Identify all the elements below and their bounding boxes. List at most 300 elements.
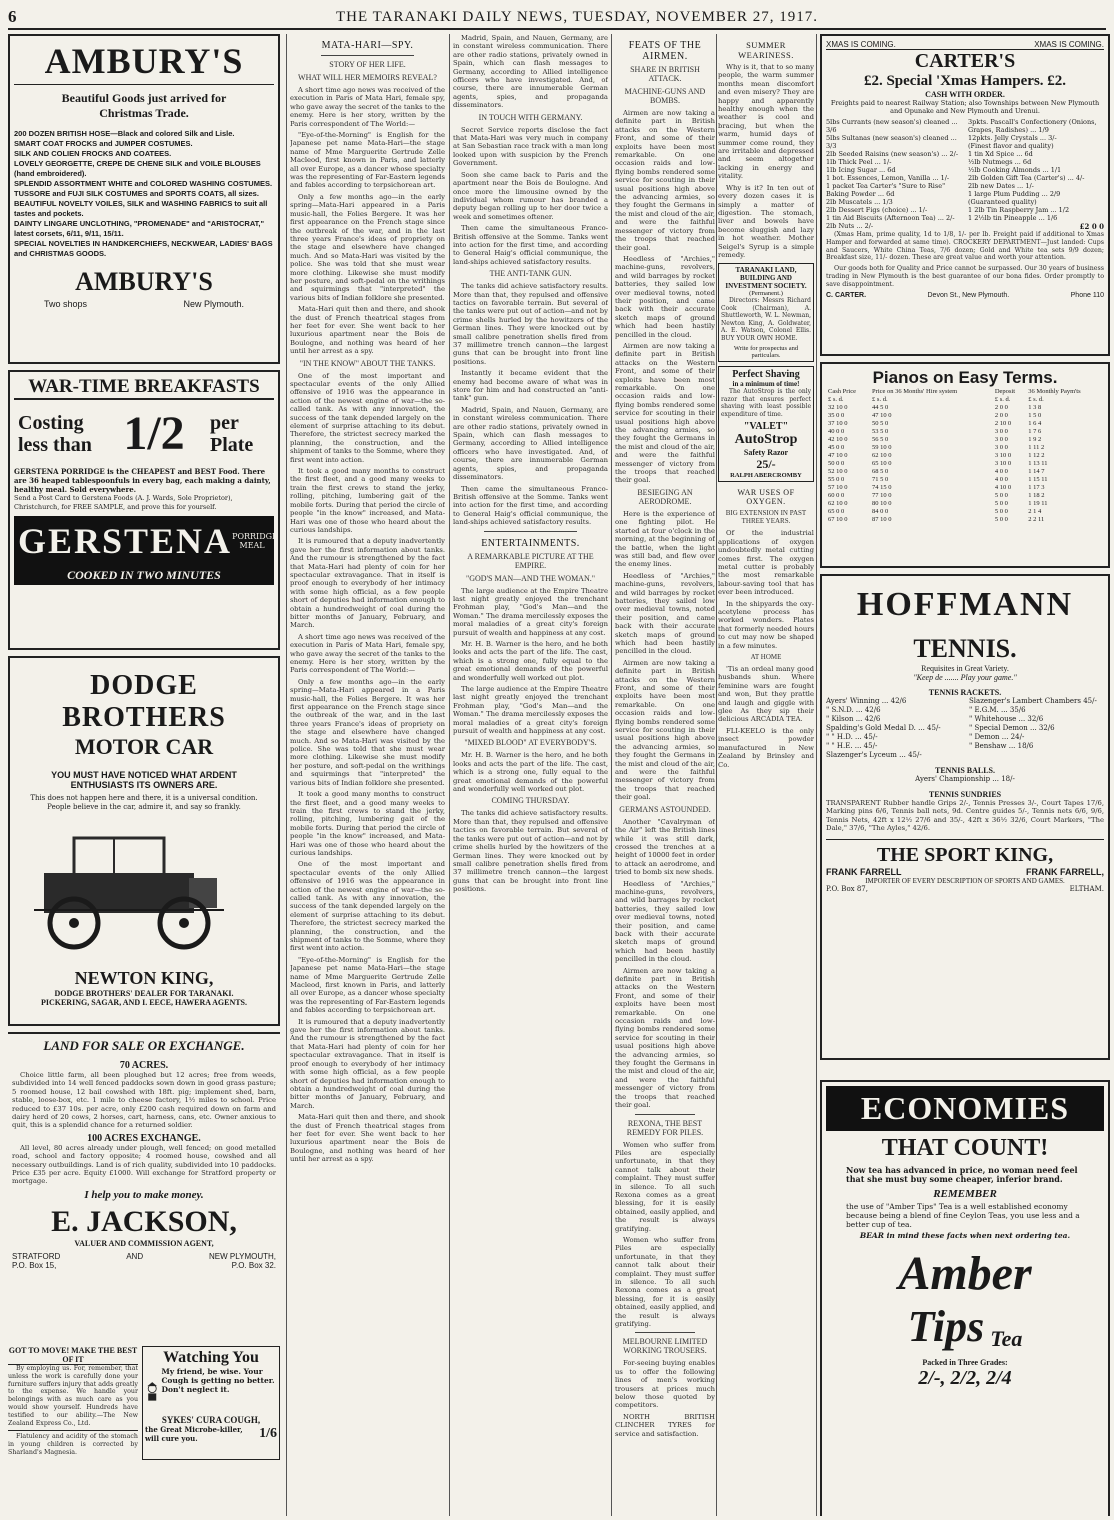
carter-item: 12pkts. Jelly Crystals ... 3/-: [968, 134, 1057, 142]
table-cell: 1 13 11: [1028, 460, 1048, 467]
razor-body: The AutoStrop is the only razor that ensures perfect shaving with least possible expenditure of time.: [721, 388, 811, 418]
sportking-names: [826, 867, 1104, 877]
gerstena-banner: [14, 516, 278, 566]
story-paragraph: Heedless of "Archies," machine-guns, revolvers, and wild barrages by rocket batteries, they sailed low over medieval towns, noted their position, and came back with their accurate sketch maps of ground which had been hastily pencilled in the cloud.: [615, 254, 715, 339]
story-paragraph: 'Tis an ordeal many good husbands shun. Where feminine wars are fought and won, But they prattle and laugh and giggle with glee As they sip their delicious ARCADIA TEA.: [718, 665, 814, 724]
bank-ad: [718, 263, 814, 362]
carter-item: 1 tin Xd Spice ... 6d: [968, 150, 1033, 158]
fraction-denominator: 2: [160, 407, 185, 460]
tennis-rackets: [826, 697, 1104, 760]
table-cell: 1 6 4: [1028, 420, 1042, 427]
razor-agent: RALPH ABERCROMBY: [730, 472, 802, 480]
tennis-balls-heading: TENNIS BALLS.: [934, 766, 996, 775]
tennis-racket: Ayers' Winning ... 42/6: [826, 697, 907, 705]
table-cell: 1 18 2: [1028, 492, 1045, 499]
table-cell: 47 10 0: [828, 452, 848, 459]
table-cell: 62 10 0: [828, 500, 848, 507]
jackson-body-2: All level, 80 acres already under plough, well fenced; on good metalled road, school and factory opposite; 4 roomed house, cowshed and all necessary outbuildings. Land is of rich quality, subdivided into 10 paddocks. Price £35 per acre. Equity £1000. Will exchange for Stratford property or mortgage.: [12, 1143, 276, 1186]
table-cell: 56 5 0: [872, 436, 889, 443]
tennis-racket: " S.N.D. ... 42/6: [826, 706, 881, 714]
carter-item: 5lbs Currants (new season's) cleaned ... 3/6: [826, 118, 958, 134]
table-cell: £ s. d.: [1028, 396, 1044, 403]
amber-body: Now tea has advanced in price, no woman need feel that she must buy some cheaper, inferior brand.: [846, 1165, 1078, 1184]
story-paragraph: One of the most important and spectacular events of the only Allied offensive of 1916 was the appearance in action of the newest engine of war—the so-called tank. As with any innovation, the success of the tank depended largely on the element of surprise attaching to its debut. Therefore, the strictest secrecy marked the planning, the construction, and the shipment of tanks to the Somme, where they first went into action.: [290, 860, 445, 953]
gerstena-body: GERSTENA PORRIDGE is the CHEAPEST and BEST Food. There are 36 heaped tablespoonfuls in every bag, each making a dainty, healthy meal. Sold everywhere.: [14, 467, 271, 494]
table-cell: 3 0 0: [994, 436, 1008, 443]
story-paragraph: NORTH BRITISH CLINCHER TYRES for service and satisfaction.: [615, 1412, 715, 1438]
carter-item: (Guaranteed quality): [968, 198, 1037, 206]
table-cell: £ s. d.: [828, 396, 844, 403]
carter-sub: CASH WITH ORDER.: [925, 90, 1005, 99]
table-cell: 45 0 0: [828, 444, 845, 451]
tennis-racket: Spalding's Gold Medal D. ... 45/-: [826, 724, 941, 732]
table-cell: 3 0 0: [994, 444, 1008, 451]
table-cell: 3 10 0: [994, 452, 1012, 459]
amber-prices: 2/-, 2/2, 2/4: [918, 1367, 1012, 1389]
amber-headline-1: ECONOMIES: [826, 1086, 1104, 1131]
amburys-item: SILK AND COLIEN FROCKS AND COATEES.: [14, 149, 172, 158]
story-paragraph: FLI-KEELO is the only insect powder manufactured in New Zealand by Brinsley and Co.: [718, 726, 814, 769]
story-subtitle: COMING THURSDAY.: [491, 796, 570, 806]
separator: [321, 55, 414, 56]
table-cell: 1 5 0: [1028, 412, 1042, 419]
tennis-racket: " E.G.M. ... 35/6: [969, 706, 1026, 714]
carter-signoff-row: [826, 292, 1104, 299]
motor-car-illustration: [14, 818, 244, 958]
dodge-agents: PICKERING, SAGAR, AND I. EECE, HAWERA AGENTS.: [40, 998, 248, 1007]
table-cell: 2 1 4: [1028, 508, 1042, 515]
story-paragraph: The tanks did achieve satisfactory results. More than that, they repulsed and offensive tactics on favorable terrain. But several of the tanks were put out of action—and not by crime shells hurled by the howitzers of the German lines. They were knocked out by small calibre penetration shells fired from 37 millimetre trench cannon—the largest guns that can be brought into front line positions.: [453, 809, 608, 894]
moving-ad: [8, 1346, 138, 1460]
dodge-brand: DODGE BROTHERS: [62, 670, 226, 733]
carter-item: 2lb Nuts ... 2/-: [826, 222, 874, 230]
carter-item: 3pkts. Pascall's Confectionery (Onions, Grapes, Radishes) ... 1/9: [968, 118, 1097, 134]
table-cell: 1 9 2: [1028, 436, 1042, 443]
story-paragraph: Of the industrial applications of oxygen undoubtedly metal cutting comes first. The oxygen metal cutter is probably the most remarkable labour-saving tool that has ever been introduced.: [718, 529, 814, 597]
hoffmann-tennis-ad: [820, 574, 1110, 1060]
table-row: [826, 444, 1104, 452]
moving-headline: GOT TO MOVE! MAKE THE BEST OF IT: [8, 1346, 138, 1364]
newspaper-title: THE TARANAKI DAILY NEWS, TUESDAY, NOVEMBER 27, 1917.: [336, 8, 818, 25]
carter-item: 1lb Thick Peel ... 1/-: [826, 158, 892, 166]
carter-phone: Phone 110: [1070, 291, 1104, 299]
story-paragraph: It took a good many months to construct the first fleet, and a good many weeks to train the first crews to stand the jerky, rolling, pitching, lumbering gait of the mobile forts. During that period the circle of people "in the know" increased, and Mata-Hari was one of those who heard about the curious landships.: [290, 467, 445, 534]
carter-notes: (Xmas Ham, prime quality, 1d to 1/8, 1/- per lb. Freight paid if additional to Xmas Hamper and forwarded at same time). CROCKERY DEPARTMENT—Just landed: Cups and Saucers, White China Teas, 7/6 dozen; Gold and White tea sets 9/9 dozen; Breakfast size, 11/- dozen. These are great value and worth your attention.: [826, 231, 1104, 262]
jackson-help: I help you to make money.: [84, 1188, 204, 1201]
table-cell: 67 10 0: [828, 516, 848, 523]
page-number: 6: [8, 7, 17, 26]
story-subtitle: MELBOURNE LIMITED WORKING TROUSERS.: [622, 1337, 708, 1356]
story-paragraph: Madrid, Spain, and Nauen, Germany, are in constant wireless communication. There are other radio stations, privately owned in Spain, which can flash messages to Germany, according to Allied intelligence officers who have investigated. And, of course, there are innumerable German agents, spies, and propaganda disseminators.: [453, 405, 608, 482]
gerstena-side: PORRIDGE MEAL: [232, 532, 278, 550]
dodge-claim: YOU MUST HAVE NOTICED WHAT ARDENT ENTHUSIASTS ITS OWNERS ARE.: [51, 770, 237, 790]
table-cell: 44 5 0: [872, 404, 889, 411]
policeman-icon: [145, 1367, 159, 1415]
column-ads-left: [8, 34, 280, 1516]
tennis-racket: " Kilson ... 42/6: [826, 715, 881, 723]
jackson-acres-1: 70 ACRES.: [119, 1060, 169, 1071]
amber-tips-ad: [820, 1080, 1110, 1516]
table-cell: 1 11 2: [1028, 444, 1045, 451]
amburys-brand: AMBURY'S: [14, 40, 274, 85]
table-header: Price on 36 Months' Hire system: [872, 388, 958, 395]
table-row: [826, 420, 1104, 428]
amber-packed: Packed in Three Grades:: [922, 1358, 1008, 1367]
pianos-ad: [820, 362, 1110, 568]
table-cell: 40 0 0: [828, 428, 845, 435]
story-paragraph: A short time ago news was received of the execution in Paris of Mata Hari, female spy, who gave away the secret of the tanks to the enemy. Here is her story, written by the Paris correspondent of The World:—: [290, 632, 445, 675]
carter-item: 2lb Dessert Figs (choice) ... 1/-: [826, 206, 928, 214]
amber-brand-2: Tips: [907, 1302, 985, 1351]
jackson-headline: LAND FOR SALE OR EXCHANGE.: [43, 1038, 245, 1053]
jackson-name: E. JACKSON,: [51, 1204, 237, 1238]
amburys-item: LOVELY GEORGETTE, CREPE DE CHENE SILK and VOILE BLOUSES (hand embroidered).: [14, 159, 261, 178]
carter-xmas-right: XMAS IS COMING.: [1034, 40, 1104, 49]
story-paragraph: Mr. H. B. Warner is the hero, and he both looks and acts the part of the life. The cast, which is a strong one, fully equal to the great emotional demands of the powerful and wonderfully well worked out plot.: [453, 751, 608, 794]
story-paragraph: Heedless of "Archies," machine-guns, revolvers, and wild barrages by rocket batteries, they sailed low over medieval towns, noted their position, and came back with their accurate sketch maps of ground which had been hastily pencilled in the cloud.: [615, 879, 715, 964]
table-cell: 5 0 0: [994, 508, 1008, 515]
table-cell: 2 0 0: [994, 404, 1008, 411]
sykes-brand: SYKES' CURA COUGH,: [161, 1415, 261, 1425]
gerstena-costing: Costing less than: [18, 411, 92, 456]
column-rule: [449, 34, 450, 1516]
table-cell: 42 10 0: [828, 436, 848, 443]
amber-body-2: the use of "Amber Tips" Tea is a well established economy because being a blend of fine Ceylon Teas, you use less and a better cup of tea.: [846, 1202, 1080, 1229]
story-paragraph: Here is the experience of one fighting pilot. He started at four o'clock in the morning, at the beginning of the battle, when the light was still bad, and flew over the enemy lines.: [615, 509, 715, 569]
story-subtitle: "GOD'S MAN—AND THE WOMAN.": [465, 573, 595, 583]
story-subtitle: BIG EXTENSION IN PAST THREE YEARS.: [725, 509, 807, 526]
story-title: FEATS OF THE AIRMEN.: [628, 40, 702, 62]
carter-signoff: C. CARTER.: [826, 291, 867, 299]
table-cell: 3 10 0: [994, 460, 1012, 467]
tennis-sundries-heading: TENNIS SUNDRIES: [928, 790, 1002, 799]
table-cell: 87 10 0: [872, 516, 892, 523]
carter-ad: [820, 34, 1110, 356]
table-cell: 5 0 0: [994, 516, 1008, 523]
story-paragraph: Then came the simultaneous Franco-British offensive at the Somme. Tanks went into action for the first time, and according to General Haig's official communique, the land-ships achieved satisfactory results.: [453, 224, 608, 266]
amburys-tagline: Beautiful Goods just arrived for Christmas Trade.: [61, 91, 227, 120]
tennis-balls: Ayers' Championship ... 18/-: [915, 775, 1015, 783]
table-header: 36 Monthly Paym'ts: [1028, 388, 1081, 395]
jackson-role: VALUER AND COMMISSION AGENT,: [74, 1238, 214, 1248]
jackson-body-1: Choice little farm, all been ploughed but 12 acres; free from weeds, subdivided into 14 well fenced paddocks sown down in good grass pasture; 5 roomed house, 12 bail cowshed with 18ft. pig; implement shed, barn, stable, loose-box, etc. 1 mile to cheese factory, 1½ miles to school. Price reduced to £37 10s. per acre, only £200 cash required down on farm and dairy herd of 20 cows, 2 horses, cart, harness, cans, etc. Owner anxious to quit, this is a splendid chance for a returned soldier.: [12, 1071, 276, 1130]
tennis-rackets-left: [826, 697, 961, 760]
hoffmann-brand: HOFFMANN: [856, 586, 1074, 623]
story-title: SUMMER WEARINESS.: [738, 40, 794, 60]
moving-body: By employing us. For, remember, that unless the work is carefully done your furniture suffers injury that adds greatly to the expense. We handle your belongings with as much care as you would show yourself. Hundreds have testified to our ability.—The New Zealand Express Co., Ltd.: [8, 1365, 138, 1427]
story-paragraph: For-seeing buying enables us to offer the following lines of men's working trousers at prices much below those quoted by competitors.: [615, 1359, 715, 1410]
tennis-racket: " Demon ... 24/-: [969, 733, 1025, 741]
dodge-dealer-sub: DODGE BROTHERS' DEALER FOR TARANAKI.: [54, 989, 234, 998]
amber-brand-3: Tea: [990, 1326, 1023, 1351]
carter-item: 1 bot. Essences, Lemon, Vanilla ... 1/-: [826, 174, 950, 182]
story-subtitle: SHARE IN BRITISH ATTACK.: [630, 65, 700, 83]
story-subtitle: STORY OF HER LIFE.: [329, 60, 406, 69]
tennis-sundries: TRANSPARENT Rubber handle Grips 2/-, Tennis Presses 3/-, Court Tapes 17/6, Marking pins 6/6, Tennis ball nets, 9d. Centre guides 5/-, Tennis nets 6/6, 9/6, Tennis Nets, 42ft x 12½ 27/6 and 35/-, 42ft x 36½ 32/6, Court Markers, "The Dale," 37/6, "The Ayles," 42/6.: [826, 799, 1104, 833]
story-paragraph: Mr. H. B. Warner is the hero, and he both looks and acts the part of the life. The cast, which is a strong one, fully equal to the great emotional demands of the powerful and wonderfully well worked out plot.: [453, 639, 608, 682]
jackson-right-town: NEW PLYMOUTH,: [209, 1251, 276, 1261]
table-cell: 4 0 0: [994, 476, 1008, 483]
carter-item: 1 packet Tea Carter's "Sure to Rise" Baking Powder ... 6d: [826, 182, 946, 198]
story-subtitle: IN TOUCH WITH GERMANY.: [478, 112, 583, 122]
column-ads-right: [820, 34, 1110, 1516]
separator: [635, 1332, 695, 1333]
tennis-headline: TENNIS.: [913, 634, 1017, 663]
table-cell: 1 15 11: [1028, 476, 1048, 483]
table-cell: 1 3 8: [1028, 404, 1042, 411]
story-paragraph: Soon she came back to Paris and the apartment near the Bois de Boulogne. And once more the limousine owned by the individual whom rumour has branded a deputy began rolling up to her door twice a week and sometimes oftener.: [453, 170, 608, 221]
table-row: [826, 476, 1104, 484]
jackson-and: AND: [126, 1251, 144, 1261]
bank-body: Directors: Messrs Richard Cook (Chairman), A. Shuttleworth, W. L. Newman, Newton King, A. Goldwater, A. E. Watson, Colonel Ellis. BUY YOUR OWN HOME.: [721, 297, 811, 342]
tennis-rackets-heading: TENNIS RACKETS.: [928, 688, 1002, 697]
carter-item: 1 2lb Tin Raspberry Jam ... 1/2: [968, 206, 1070, 214]
table-cell: 71 5 0: [872, 476, 889, 483]
amburys-item: DAINTY LINGARE UNCLOTHING, "PROMENADE" and "ARISTOCRAT," latest corsets, 6/11, 9/11, 15/11.: [14, 219, 265, 238]
story-paragraph: The tanks did achieve satisfactory results. More than that, they repulsed and offensive tactics on favorable terrain. But several of the tanks were put out of action—and not by crime shells hurled by the howitzers of the German lines. They were knocked out by small calibre penetration shells fired from 37 millimetre trench cannon—the largest guns that can be brought into front line positions.: [453, 282, 608, 366]
table-cell: 59 10 0: [872, 444, 892, 451]
amber-brand-row: [826, 1301, 1104, 1352]
table-header: Cash Price: [828, 388, 856, 395]
story-paragraph: Women who suffer from Piles are especially unfortunate, in that they cannot talk about their complaint. They must suffer in silence. To all such Rexona comes as a great blessing, for it is easily obtained, easily applied, and the result is always gratifying.: [615, 1140, 715, 1233]
column-airmen: [615, 34, 715, 1516]
table-cell: 1 17 3: [1028, 484, 1045, 491]
table-row: [826, 452, 1104, 460]
pianos-table-body: [826, 396, 1104, 524]
story-subtitle: "IN THE KNOW" ABOUT THE TANKS.: [299, 358, 436, 368]
sportking-town: ELTHAM.: [1069, 884, 1104, 893]
gerstena-fraction: [123, 406, 184, 461]
carter-quality: Our goods both for Quality and Price cannot be surpassed. Our 30 years of business trading in New Plymouth is the best guarantee of our bona fides. Order promptly to save disappointment.: [826, 265, 1104, 288]
table-row: [826, 436, 1104, 444]
tennis-racket: Slazenger's Lyceum ... 45/-: [826, 751, 922, 759]
carter-xmas-left: XMAS IS COMING.: [826, 40, 896, 49]
table-cell: 55 0 0: [828, 476, 845, 483]
tennis-racket: " " H.E. ... 45/-: [826, 742, 878, 750]
amber-headline-2: THAT COUNT!: [881, 1135, 1049, 1161]
gerstena-headline: WAR-TIME BREAKFASTS: [14, 376, 274, 400]
sportking-address: [826, 885, 1104, 893]
column-rule: [716, 34, 717, 1516]
table-cell: 84 0 0: [872, 508, 889, 515]
carter-items-right: [968, 118, 1104, 231]
table-cell: 52 10 0: [828, 468, 848, 475]
razor-brand-3: Safety Razor: [743, 448, 789, 458]
table-row: [826, 428, 1104, 436]
table-cell: 37 10 0: [828, 420, 848, 427]
sykes-body: My friend, be wise. Your Cough is getting no better. Don't neglect it.: [161, 1367, 275, 1394]
story-paragraph: Secret Service reports disclose the fact that Mata-Hari was very much in company at San Sebastian race track with a man long looked upon with suspicion by the French Government.: [453, 125, 608, 168]
masthead: [8, 6, 1106, 30]
dodge-product: MOTOR CAR: [74, 734, 214, 759]
carter-item: ½lb Nutmegs ... 6d: [968, 158, 1032, 166]
sportking-sub: IMPORTER OF EVERY DESCRIPTION OF SPORTS AND GAMES.: [865, 876, 1065, 885]
sykes-tag: the Great Microbe-killer, will cure you.: [145, 1425, 243, 1443]
amburys-footer: [44, 299, 244, 309]
amburys-footer-brand: AMBURY'S: [75, 267, 213, 296]
table-header-row: [826, 388, 1104, 396]
story-paragraph: Airmen are now taking a definite part in British attacks on the Western Front, and some of their exploits have been most remarkable. On one occasion raids and low-flying bombs rendered some service for scouting in their usual positions high above the advancing armies, so they fought the Germans in the mist and cloud of the air, and were the faithful messenger of victory from the troops that reached their goal.: [615, 109, 715, 252]
table-row: [826, 484, 1104, 492]
carter-headline: £2. Special 'Xmas Hampers. £2.: [863, 73, 1067, 89]
story-paragraph: Airmen are now taking a definite part in British attacks on the Western Front, and some of their exploits have been most remarkable. On one occasion raids and low-flying bombs rendered some service for scouting in their usual positions high above the advancing armies, so they fought the Germans in the mist and cloud of the air, and were the faithful messenger of victory from the troops that reached their goal.: [615, 341, 715, 485]
carter-items-left: [826, 118, 962, 231]
razor-price: 25/-: [756, 457, 776, 472]
jackson-ad: [8, 1032, 280, 1340]
dodge-ad: [8, 656, 280, 1026]
bank-head: TARANAKI LAND, BUILDING AND INVESTMENT SOCIETY.: [725, 266, 807, 291]
fraction-slash: /: [147, 407, 161, 460]
amber-brand-1: Amber: [898, 1247, 1032, 1300]
amber-body-3: BEAR in mind these facts when next ordering tea.: [859, 1231, 1071, 1240]
amburys-item: 200 DOZEN BRITISH HOSE—Black and colored Silk and Lisle.: [14, 129, 235, 138]
fraction-numerator: 1: [123, 407, 148, 460]
story-paragraph: Then came the simultaneous Franco-British offensive at the Somme. Tanks went into action for the first time, and according to General Haig's official communique, the land-ships achieved satisfactory results.: [453, 484, 608, 527]
gerstena-price-row: [18, 406, 270, 461]
story-paragraph: Airmen are now taking a definite part in British attacks on the Western Front, and some of their exploits have been most remarkable. On one occasion raids and low-flying bombs rendered some service for scouting in their usual positions high above the advancing armies, so they fought the Germans in the mist and cloud of the air, and were the faithful messenger of victory from the troops that reached their goal.: [615, 966, 715, 1110]
sykes-ad: [142, 1346, 280, 1460]
table-header: Deposit: [994, 388, 1016, 395]
razor-brand-1: "VALET": [743, 421, 789, 433]
table-cell: 80 10 0: [872, 500, 892, 507]
carter-item-lists: [826, 118, 1104, 231]
story-paragraph: Mata-Hari quit then and there, and shook the dust of French theatrical stages from her feet for ever. She went back to her luxurious apartment near the Bois de Boulogne, and nothing was heard of her until her arrest as a spy.: [290, 1113, 445, 1164]
sportking-box: P.O. Box 87,: [826, 884, 868, 893]
table-cell: £ s. d.: [994, 396, 1011, 403]
table-cell: 2 10 0: [994, 420, 1012, 427]
sykes-headline: Watching You: [163, 1349, 259, 1366]
story-paragraph: Only a few months ago—in the early spring—Mata-Hari appeared in a Paris music-hall, the Folies Bergere. It was her first appearance on the French stage since the outbreak of the war, and in the last three years France's ideas of propriety on the stage and elsewhere have changed much. And so Mata-Hari was visited by the police. She was told that she must wear more clothing. Likewise she must modify her posture, and soft-pedal on the writhings and squirmings that "interpreted" the various bits of Indian folklore she presented.: [290, 192, 445, 302]
column-rule: [286, 34, 287, 1516]
table-cell: 47 10 0: [872, 412, 892, 419]
razor-brand-2: AutoStrop: [734, 432, 798, 448]
amburys-footer-left: Two shops: [44, 299, 88, 309]
story-title: MATA-HARI—SPY.: [321, 40, 414, 51]
sykes-content: [145, 1367, 277, 1415]
table-cell: 1 12 2: [1028, 452, 1045, 459]
amburys-item: SPLENDID ASSORTMENT WHITE and COLORED WASHING COSTUMES.: [14, 179, 273, 188]
amburys-item-list: [14, 129, 274, 259]
bank-footer: Write for prospectus and particulars.: [733, 345, 799, 360]
table-cell: 50 5 0: [872, 420, 889, 427]
table-row: [826, 508, 1104, 516]
magnesia-notice: Flatulency and acidity of the stomach in young children is corrected by Sharland's Magnesia.: [8, 1430, 138, 1456]
amburys-item: TUSSORE and FUJI SILK COSTUMES and SPORTS COATS, all sizes.: [14, 189, 259, 198]
table-row: [826, 460, 1104, 468]
carter-item: 2lb Golden Gift Tea (Carter's) ... 4/-: [968, 174, 1085, 182]
story-paragraph: Only a few months ago—in the early spring—Mata-Hari appeared in a Paris music-hall, the Folies Bergere. It was her first appearance on the French stage since the outbreak of the war, and in the last three years France's ideas of propriety on the stage and elsewhere have changed much. And so Mata-Hari was visited by the police. She was told that she must wear more clothing. Likewise she must modify her posture, and soft-pedal on the writhings and squirmings that "interpreted" the various bits of Indian folklore she presented.: [290, 677, 445, 787]
jackson-locations: [12, 1252, 276, 1270]
gerstena-ad: [8, 370, 280, 650]
table-cell: 65 0 0: [828, 508, 845, 515]
table-row: [826, 404, 1104, 412]
column-rule: [816, 34, 817, 1516]
table-cell: 1 19 11: [1028, 500, 1048, 507]
carter-brand: CARTER'S: [914, 50, 1016, 72]
story-subtitle: "MIXED BLOOD" AT EVERYBODY'S.: [464, 738, 597, 748]
tennis-racket: " " H.D. ... 45/-: [826, 733, 878, 741]
pianos-headline: Pianos on Easy Terms.: [872, 368, 1058, 387]
table-row: [826, 396, 1104, 404]
entertainments-heading: ENTERTAINMENTS.: [481, 537, 580, 549]
story-paragraph: One of the most important and spectacular events of the only Allied offensive of 1916 was the appearance in action of the newest engine of war—the so-called tank. As with any innovation, the success of the tank depended largely on the element of surprise attaching to its debut. Therefore, the strictest secrecy marked the planning, the construction, and the shipment of tanks to the Somme, where they first went into action.: [290, 371, 445, 464]
dodge-body: This does not happen here and there, it is a universal condition. People believe in the car, admire it, and say so frankly.: [30, 794, 258, 811]
story-paragraph: It is rumoured that a deputy inadvertently gave her the first information about tanks. And the rumour is strengthened by the fact that Mata-Hari had plenty of coin for her spectacular extravagance. That in itself is proof enough to everybody of her intimacy with some high official, as a few people short of deputies had information enough to obtain a hundredweight of coal during the bitter months of January, February, and March.: [290, 537, 445, 630]
tennis-racket: " Benshaw ... 18/6: [969, 742, 1034, 750]
table-cell: 1 7 6: [1028, 428, 1042, 435]
table-cell: 60 0 0: [828, 492, 845, 499]
story-paragraph: Madrid, Spain, and Nauen, Germany, are in constant wireless communication. There are other radio stations, privately owned in Spain, which can flash messages to Germany, according to Allied intelligence officers who have investigated. And, of course, there are innumerable German agents, spies, and propaganda disseminators.: [453, 34, 608, 110]
story-paragraph: "Eye-of-the-Morning" is English for the Japanese pet name Mata-Hari—the stage name of Mme Marguerite Gertrude Zelle Macleod, first known in Paris, and latterly all over Europe, as a dancer whose specialty was the representing of Far-Eastern legends and fables according to terpsichorean art.: [290, 131, 445, 190]
table-cell: 62 10 0: [872, 452, 892, 459]
carter-item: (Finest flavor and quality): [968, 142, 1054, 150]
story-paragraph: In the shipyards the oxy-acetylene process has worked wonders. Plates that formerly needed hours to cut may now be shaped in a few minutes.: [718, 599, 814, 650]
story-paragraph: Why is it, that to so many people, the warm summer months mean discomfort and even misery? They are happy and apparently healthy enough when the weather is cool and bracing, but when the warm, humid days of summer come round, they are irritable and depressed and seem altogether lacking in energy and vitality.: [718, 63, 814, 181]
story-paragraph: Heedless of "Archies," machine-guns, revolvers, and wild barrages by rocket batteries, they sailed low over medieval towns, noted their position, and came back with their accurate sketch maps of ground which had been hastily pencilled in the cloud.: [615, 571, 715, 656]
story-paragraph: Airmen are now taking a definite part in British attacks on the Western Front, and some of their exploits have been most remarkable. On one occasion raids and low-flying bombs rendered some service for scouting in their usual positions high above the advancing armies, so they fought the Germans in the mist and cloud of the air, and were the faithful messenger of victory from the troops that reached their goal.: [615, 658, 715, 802]
story-paragraph: It took a good many months to construct the first fleet, and a good many weeks to train the first crews to stand the jerky, rolling, pitching, lumbering gait of the mobile forts. During that period the circle of people "in the know" increased, and Mata-Hari was one of those who heard about the curious landships.: [290, 790, 445, 857]
pianos-table: [826, 388, 1104, 524]
story-paragraph: Mata-Hari quit then and there, and shook the dust of French theatrical stages from her feet for ever. She went back to her luxurious apartment near the Bois de Boulogne, and nothing was heard of her until her arrest as a spy.: [290, 305, 445, 356]
table-cell: 65 10 0: [872, 460, 892, 467]
carter-item: 2lb Seeded Raisins (new season's) ... 2/-: [826, 150, 959, 158]
amburys-item: BEAUTIFUL NOVELTY VOILES, SILK and WASHING FABRICS to suit all tastes and pockets.: [14, 199, 268, 218]
gerstena-per-plate: per Plate: [210, 411, 254, 456]
table-row: [826, 500, 1104, 508]
table-row: [826, 492, 1104, 500]
story-paragraph: Women who suffer from Piles are especially unfortunate, in that they cannot talk about their complaint. They must suffer in silence. To all such Rexona comes as a great blessing, for it is easily obtained, easily applied, and the result is always gratifying.: [615, 1235, 715, 1329]
tennis-racket: Slazenger's Lambert Chambers 45/-: [969, 697, 1097, 705]
table-cell: 2 2 11: [1028, 516, 1045, 523]
story-paragraph: Instantly it became evident that the enemy had become aware of what was in store for him and had constructed an "anti-tank" gun.: [453, 369, 608, 403]
amburys-ad: [8, 34, 280, 364]
story-subtitle: REXONA, THE BEST REMEDY FOR PILES.: [626, 1118, 704, 1137]
razor-head-1: Perfect Shaving: [732, 369, 800, 381]
jackson-right-location: [209, 1252, 276, 1270]
table-cell: 53 5 0: [872, 428, 889, 435]
separator: [635, 1114, 695, 1115]
razor-head-2: in a minimum of time!: [732, 380, 800, 389]
table-cell: 2 0 0: [994, 412, 1008, 419]
tennis-rackets-right: [969, 697, 1104, 760]
table-cell: 74 15 0: [872, 484, 892, 491]
table-cell: 5 0 0: [994, 500, 1008, 507]
story-paragraph: "Eye-of-the-Morning" is English for the Japanese pet name Mata-Hari—the stage name of Mme Marguerite Gertrude Zelle Macleod, first known in Paris, and latterly all over Europe, as a dancer whose specialty was the representing of Far-Eastern legends and fables according to terpsichorean art.: [290, 955, 445, 1015]
story-paragraph: It is rumoured that a deputy inadvertently gave her the first information about tanks. And the rumour is strengthened by the fact that Mata-Hari had plenty of coin for her spectacular extravagance. That in itself is proof enough to everybody of her intimacy with some high official, as a few people short of deputies had information enough to obtain a hundredweight of coal during the bitter months of January, February, and March.: [290, 1017, 445, 1110]
column-mata-hari: [290, 34, 445, 1516]
story-subtitle: AT HOME: [750, 653, 782, 662]
tennis-sub: Requisites in Great Variety.: [921, 664, 1009, 673]
story-paragraph: A short time ago news was received of the execution in Paris of Mata Hari, female spy, who gave away the secret of the tanks to the enemy. Here is her story, written by the Paris correspondent of The World:—: [290, 86, 445, 128]
table-cell: 77 10 0: [872, 492, 892, 499]
sportking-headline: THE SPORT KING,: [826, 839, 1104, 867]
table-cell: 3 0 0: [994, 428, 1008, 435]
bank-sub: (Permanent.): [749, 290, 783, 298]
table-cell: 68 5 0: [872, 468, 889, 475]
gerstena-note: Send a Post Card to Gerstena Foods (A. J. Wards, Sole Proprietor), Christchurch, for FREE SAMPLE, and prove this for yourself.: [14, 494, 233, 511]
jackson-left-town: STRATFORD: [12, 1251, 61, 1261]
table-cell: 35 0 0: [828, 412, 845, 419]
dodge-dealer: NEWTON KING,: [74, 968, 214, 988]
jackson-left-box: P.O. Box 15,: [12, 1260, 57, 1270]
carter-item: 5lbs Sultanas (new season's) cleaned ... 3/3: [826, 134, 957, 150]
column-summer: [718, 34, 814, 1516]
story-subtitle: BESIEGING AN AERODROME.: [637, 487, 693, 506]
table-row: [826, 412, 1104, 420]
sykes-footer: [145, 1425, 277, 1443]
sportking-right: FRANK FARRELL,: [1026, 866, 1104, 877]
carter-freight: Freights paid to nearest Railway Station; also Townships between New Plymouth and Opunake and New Plymouth and Urenui.: [830, 99, 1100, 115]
